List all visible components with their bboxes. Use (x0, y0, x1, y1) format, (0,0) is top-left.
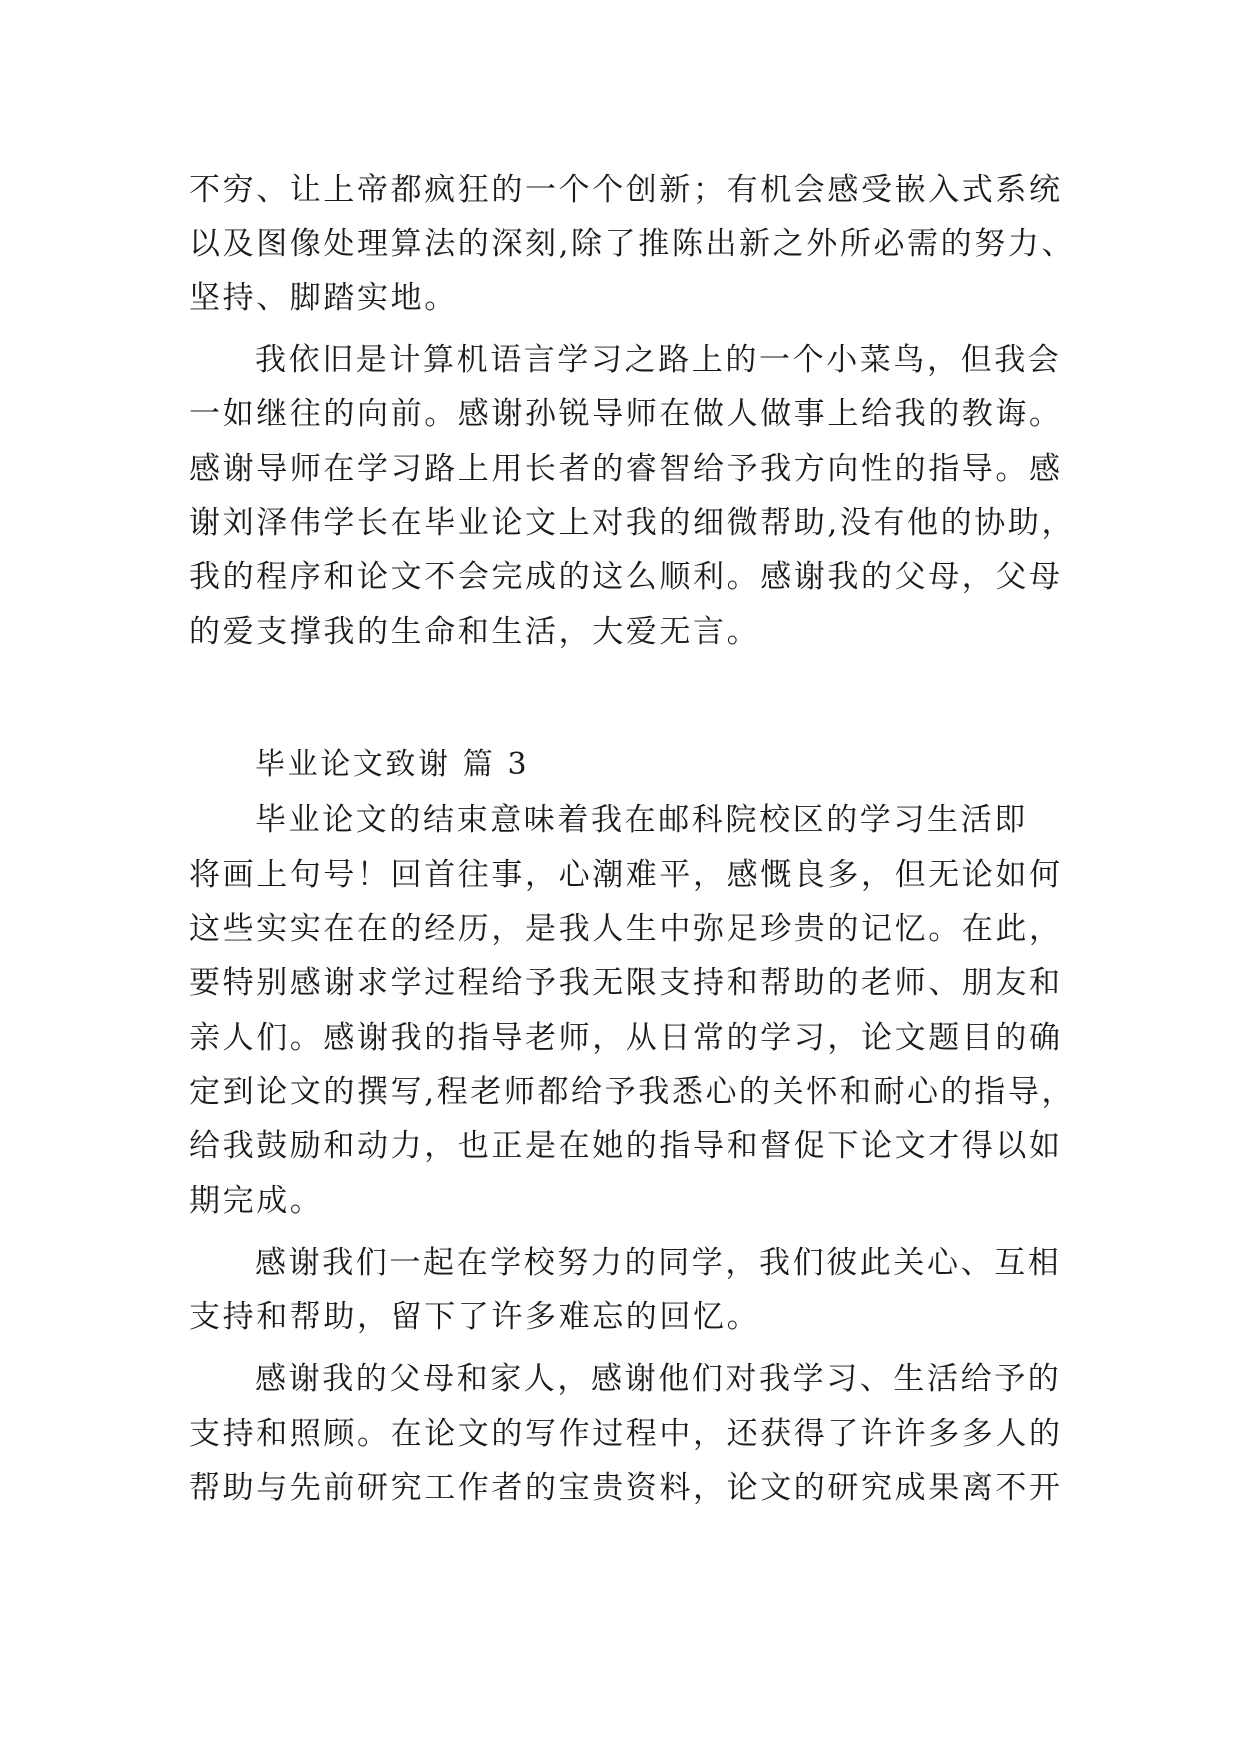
body-text-line: 定到论文的撰写,程老师都给予我悉心的关怀和耐心的指导， (189, 1074, 1076, 1110)
paragraph-first-line: 感谢我们一起在学校努力的同学，我们彼此关心、互相 (255, 1245, 1062, 1281)
body-text-line: 的爱支撑我的生命和生活，大爱无言。 (189, 614, 761, 650)
paragraph-first-line: 毕业论文的结束意味着我在邮科院校区的学习生活即 (255, 802, 1028, 838)
paragraph-first-line: 我依旧是计算机语言学习之路上的一个小菜鸟，但我会 (255, 342, 1062, 378)
body-text-line: 感谢导师在学习路上用长者的睿智给予我方向性的指导。感 (189, 451, 1063, 487)
section-heading: 毕业论文致谢 篇 3 (255, 747, 530, 782)
body-text-line: 这些实实在在的经历，是我人生中弥足珍贵的记忆。在此， (189, 911, 1063, 947)
body-text-line: 支持和照顾。在论文的写作过程中，还获得了许许多多人的 (189, 1416, 1063, 1452)
body-text-line: 期完成。 (189, 1183, 324, 1219)
body-text-line: 亲人们。感谢我的指导老师，从日常的学习，论文题目的确 (189, 1020, 1063, 1056)
body-text-line: 一如继往的向前。感谢孙锐导师在做人做事上给我的教诲。 (189, 396, 1063, 432)
body-text-line: 坚持、脚踏实地。 (189, 280, 458, 316)
body-text-line: 不穷、让上帝都疯狂的一个个创新；有机会感受嵌入式系统 (189, 172, 1063, 208)
body-text-line: 支持和帮助，留下了许多难忘的回忆。 (189, 1299, 761, 1335)
body-text-line: 我的程序和论文不会完成的这么顺利。感谢我的父母，父母 (189, 559, 1063, 595)
body-text-line: 给我鼓励和动力，也正是在她的指导和督促下论文才得以如 (189, 1128, 1063, 1164)
body-text-line: 要特别感谢求学过程给予我无限支持和帮助的老师、朋友和 (189, 965, 1063, 1001)
body-text-line: 将画上句号！回首往事，心潮难平，感慨良多，但无论如何 (189, 857, 1063, 893)
paragraph-first-line: 感谢我的父母和家人，感谢他们对我学习、生活给予的 (255, 1361, 1062, 1397)
body-text-line: 谢刘泽伟学长在毕业论文上对我的细微帮助,没有他的协助， (189, 505, 1076, 541)
body-text-line: 以及图像处理算法的深刻,除了推陈出新之外所必需的努力、 (189, 226, 1076, 262)
body-text-line: 帮助与先前研究工作者的宝贵资料，论文的研究成果离不开 (189, 1470, 1063, 1506)
